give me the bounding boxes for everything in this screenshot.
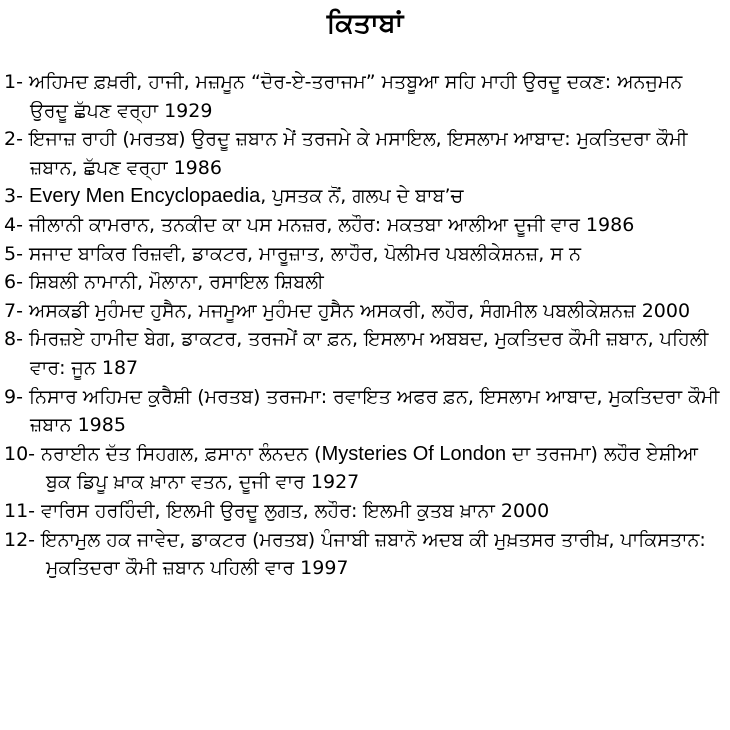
bibliography-entry-9	[4, 383, 724, 440]
entry-text: ਦਾ ਤਰਜਮਾ) ਲਹੌਰ ਏਸ਼ੀਆ ਬੁਕ ਡਿਪੂ ਖ਼ਾਕ ਖ਼ਾਨਾ ਵਤਨ, ਦੂਜੀ ਵਾਰ 1927	[46, 442, 698, 494]
bibliography-entry-2	[4, 125, 724, 182]
page-title: ਕਿਤਾਬਾਂ	[326, 8, 404, 39]
entry-text: 10- ਨਰਾਈਨ ਦੱਤ ਸਿਹਗਲ, ਫ਼ਸਾਨਾ ਲੰਨਦਨ (	[4, 442, 322, 465]
bibliography-entry-6	[4, 268, 724, 297]
bibliography-entry-10	[4, 440, 724, 497]
bibliography-entry-5	[4, 240, 724, 269]
bibliography-entry-11	[4, 497, 724, 526]
entry-text: 2- ਇਜਾਜ਼ ਰਾਹੀ (ਮਰਤਬ) ਉਰਦੂ ਜ਼ਬਾਨ ਮੇਂ ਤਰਜਮੇ ਕੇ ਮਸਾਇਲ, ਇਸਲਾਮ ਆਬਾਦ: ਮੁਕਤਿਦਰਾ ਕੌਮੀ ਜ਼ਬਾਨ, ਛੱਪਣ ਵਰ੍ਹਾ 1986	[4, 128, 688, 179]
entry-text: 3-	[4, 185, 29, 208]
bibliography-list	[4, 68, 724, 583]
entry-text: 5- ਸਜਾਦ ਬਾਕਿਰ ਰਿਜ਼ਵੀ, ਡਾਕਟਰ, ਮਾਰੂਜ਼ਾਤ, ਲਾਹੌਰ, ਪੋਲੀਮਰ ਪਬਲੀਕੇਸ਼ਨਜ਼, ਸ ਨ	[4, 242, 581, 265]
bibliography-entry-4	[4, 211, 724, 240]
bibliography-entry-12	[4, 526, 724, 583]
bibliography-entry-8	[4, 325, 724, 382]
entry-text: 1- ਅਹਿਮਦ ਫ਼ਖ਼ਰੀ, ਹਾਜੀ, ਮਜ਼ਮੂਨ “ਦੋਰ-ਏ-ਤਰਾਜਮ” ਮਤਬੂਆ ਸਹਿ ਮਾਹੀ ਉਰਦੂ ਦਕਣ: ਅਨਜੁਮਨ ਉਰਦੂ ਛੱਪਣ ਵਰ੍ਹਾ 1929	[4, 71, 683, 122]
entry-text: 9- ਨਿਸਾਰ ਅਹਿਮਦ ਕੁਰੈਸ਼ੀ (ਮਰਤਬ) ਤਰਜਮਾ: ਰਵਾਇਤ ਅਫਰ ਫ਼ਨ, ਇਸਲਾਮ ਆਬਾਦ, ਮੁਕਤਿਦਰਾ ਕੌਮੀ ਜ਼ਬਾਨ 1985	[4, 385, 720, 437]
entry-text: 11- ਵਾਰਿਸ ਹਰਹਿੰਦੀ, ਇਲਮੀ ਉਰਦੂ ਲੁਗਤ, ਲਹੌਰ: ਇਲਮੀ ਕੁਤਬ ਖ਼ਾਨਾ 2000	[4, 499, 550, 522]
bibliography-entry-3	[4, 182, 724, 211]
entry-text: 6- ਸ਼ਿਬਲੀ ਨਾਮਾਨੀ, ਮੌਲਾਨਾ, ਰਸਾਇਲ ਸ਼ਿਬਲੀ	[4, 271, 324, 294]
entry-text: , ਪੁਸਤਕ ਨੋਂ, ਗਲਪ ਦੇ ਬਾਬ’ਚ	[260, 185, 464, 208]
bibliography-entry-1	[4, 68, 724, 125]
entry-text: 4- ਜੀਲਾਨੀ ਕਾਮਰਾਨ, ਤਨਕੀਦ ਕਾ ਪਸ ਮਨਜ਼ਰ, ਲਹੌਰ: ਮਕਤਬਾ ਆਲੀਆ ਦੂਜੀ ਵਾਰ 1986	[4, 213, 635, 236]
entry-english-title: Every Men Encyclopaedia	[28, 185, 261, 208]
entry-english-title: Mysteries Of London	[321, 442, 507, 465]
entry-text: 8- ਮਿਰਜ਼ਏ ਹਾਮੀਦ ਬੇਗ, ਡਾਕਟਰ, ਤਰਜਮੇਂ ਕਾ ਫ਼ਨ, ਇਸਲਾਮ ਅਬਬਦ, ਮੁਕਤਿਦਰ ਕੌਮੀ ਜ਼ਬਾਨ, ਪਹਿਲੀ ਵਾਰ: ਜੂਨ 187	[4, 328, 709, 379]
entry-text: 7- ਅਸਕਡੀ ਮੁਹੰਮਦ ਹੁਸੈਨ, ਮਜਮੂਆ ਮੁਹੰਮਦ ਹੁਸੈਨ ਅਸਕਰੀ, ਲਹੌਰ, ਸੰਗਮੀਲ ਪਬਲੀਕੇਸ਼ਨਜ਼ 2000	[4, 299, 691, 322]
entry-text: 12- ਇਨਾਮੁਲ ਹਕ ਜਾਵੇਦ, ਡਾਕਟਰ (ਮਰਤਬ) ਪੰਜਾਬੀ ਜ਼ਬਾਨੋ ਅਦਬ ਕੀ ਮੁਖ਼ਤਸਰ ਤਾਰੀਖ਼, ਪਾਕਿਸਤਾਨ: ਮੁਕਤਿਦਰਾ ਕੌਮੀ ਜ਼ਬਾਨ ਪਹਿਲੀ ਵਾਰ 1997	[4, 528, 706, 580]
bibliography-entry-7	[4, 297, 724, 326]
